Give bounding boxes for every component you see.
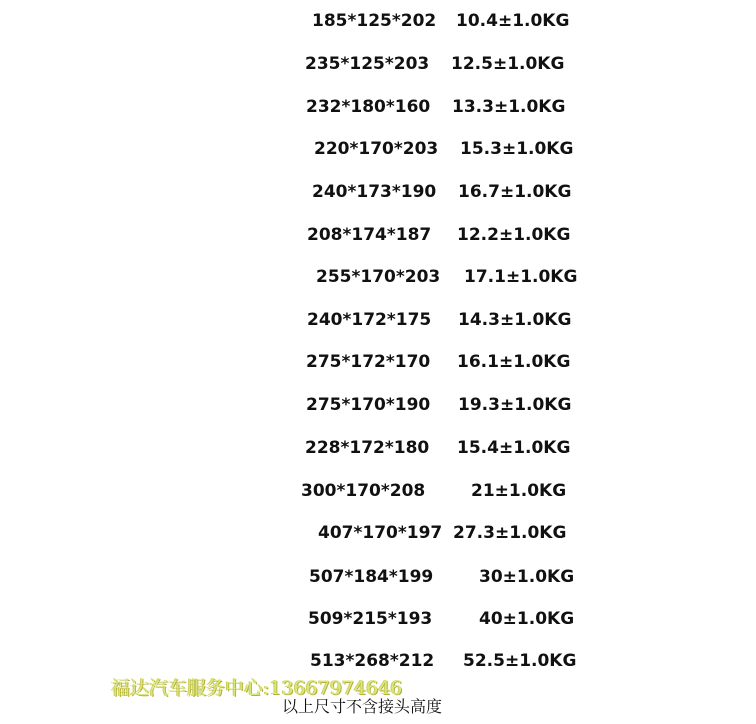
size-note: 以上尺寸不含接头高度 [282,697,443,716]
dimensions-value: 185*125*202 [312,11,437,31]
dimensions-value: 240*172*175 [307,310,432,330]
weight-value: 52.5±1.0KG [463,651,577,671]
weight-value: 21±1.0KG [471,481,567,501]
weight-value: 10.4±1.0KG [456,11,570,31]
dimensions-value: 220*170*203 [314,139,439,159]
dimensions-value: 240*173*190 [312,182,437,202]
weight-value: 19.3±1.0KG [458,395,572,415]
weight-value: 12.2±1.0KG [457,225,571,245]
dimensions-value: 208*174*187 [307,225,432,245]
dimensions-value: 232*180*160 [306,97,431,117]
weight-value: 27.3±1.0KG [453,523,567,543]
dimensions-value: 507*184*199 [309,567,434,587]
dimensions-value: 513*268*212 [310,651,435,671]
weight-value: 15.4±1.0KG [457,438,571,458]
weight-value: 14.3±1.0KG [458,310,572,330]
weight-value: 16.1±1.0KG [457,352,571,372]
dimensions-value: 509*215*193 [308,609,433,629]
dimensions-value: 275*170*190 [306,395,431,415]
dimensions-value: 407*170*197 [318,523,443,543]
dimensions-value: 235*125*203 [305,54,430,74]
dimensions-value: 275*172*170 [306,352,431,372]
dimensions-value: 255*170*203 [316,267,441,287]
weight-value: 13.3±1.0KG [452,97,566,117]
weight-value: 15.3±1.0KG [460,139,574,159]
weight-value: 12.5±1.0KG [451,54,565,74]
dimensions-value: 300*170*208 [301,481,426,501]
weight-value: 17.1±1.0KG [464,267,578,287]
dimensions-value: 228*172*180 [305,438,430,458]
weight-value: 30±1.0KG [479,567,575,587]
weight-value: 16.7±1.0KG [458,182,572,202]
weight-value: 40±1.0KG [479,609,575,629]
service-center-contact: 福达汽车服务中心:13667974646 [111,677,403,699]
